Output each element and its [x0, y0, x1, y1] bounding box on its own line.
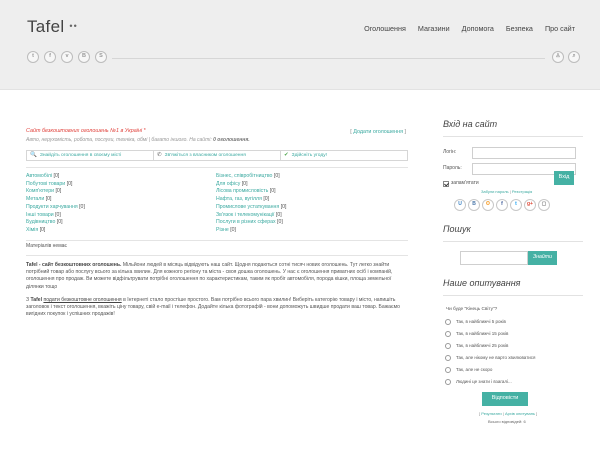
- vk-icon[interactable]: B: [468, 199, 480, 211]
- promo-subline-text: Авто, нерухомість, робота, послуги, техніка, обмі | багато іншого. На сайті:: [26, 136, 214, 143]
- poll-option[interactable]: [443, 319, 583, 326]
- password-label: Пароль:: [443, 165, 462, 172]
- nav-item-about[interactable]: Про сайт: [544, 24, 575, 33]
- user-icon[interactable]: ♙: [552, 51, 564, 63]
- search-title: Пошук: [443, 224, 471, 235]
- poll-radio[interactable]: [445, 331, 451, 337]
- step-label: Зв'яжіться з власником оголошення: [164, 153, 246, 159]
- category-item[interactable]: [216, 196, 406, 204]
- category-item[interactable]: [216, 204, 406, 212]
- brand-name: Tafel: [30, 296, 43, 303]
- post-free-ad-link[interactable]: подати безкоштовне оголошення: [43, 296, 122, 303]
- category-link[interactable]: Інші товари: [26, 211, 54, 218]
- poll-option-label: Людині це знати і взагалі...: [456, 378, 512, 384]
- facebook-icon[interactable]: f: [44, 51, 56, 63]
- category-item[interactable]: [216, 173, 406, 181]
- divider: [443, 136, 583, 137]
- login-input[interactable]: [472, 147, 576, 159]
- howto-paragraph: [26, 297, 408, 319]
- poll-title: Наше опитування: [443, 278, 521, 289]
- category-count: [0]: [274, 211, 282, 218]
- categories-left: [26, 173, 216, 235]
- intro-paragraph: [26, 262, 408, 291]
- poll-radio[interactable]: [445, 319, 451, 325]
- logo-dots: ••: [69, 21, 78, 31]
- category-count: [0]: [52, 173, 60, 180]
- login-block: [443, 118, 583, 211]
- poll-block: [443, 277, 583, 425]
- sep: |: [508, 189, 512, 195]
- main-nav: [364, 24, 575, 34]
- odnoklassniki-icon[interactable]: ʘ: [482, 199, 494, 211]
- nav-item-ads[interactable]: Оголошення: [364, 24, 406, 33]
- auth-links: [443, 189, 583, 195]
- sep: |: [501, 411, 505, 417]
- category-link[interactable]: Продукти харчування: [26, 203, 78, 210]
- poll-option-label: Так, але не скоро: [456, 366, 493, 372]
- poll-option[interactable]: [443, 331, 583, 338]
- step-find[interactable]: [26, 150, 154, 161]
- category-count: [0]: [268, 188, 276, 195]
- poll-total: Всього відповідей: 6: [488, 418, 526, 424]
- poll-question: Чи буде "Кінець Світу"?: [446, 306, 498, 312]
- nav-item-help[interactable]: Допомога: [461, 24, 494, 33]
- login-row: [443, 147, 583, 159]
- category-link[interactable]: Різне: [216, 227, 229, 233]
- nav-item-security[interactable]: Безпека: [505, 24, 533, 33]
- how-it-works-steps: [26, 150, 408, 161]
- poll-option-label: Так, але нікому не варто хвилюватися: [456, 354, 536, 360]
- poll-radio[interactable]: [445, 355, 451, 361]
- category-item[interactable]: [26, 181, 216, 189]
- twitter-icon[interactable]: t: [510, 199, 522, 211]
- login-button[interactable]: Вхід: [554, 171, 574, 185]
- bracket-open: [: [479, 411, 482, 417]
- skype-icon[interactable]: S: [95, 51, 107, 63]
- poll-option[interactable]: [443, 367, 583, 374]
- category-count: [0]: [55, 219, 63, 226]
- category-count: [0]: [272, 173, 280, 180]
- social-login-icons: [443, 199, 583, 211]
- promo-subline: [26, 137, 408, 144]
- vote-button[interactable]: Відповісти: [482, 392, 528, 406]
- intro-bold: Tafel - сайт безкоштовних оголошень.: [26, 261, 122, 268]
- poll-option-label: Так, в найближчі 25 років: [456, 342, 509, 348]
- category-item[interactable]: [216, 227, 406, 235]
- add-ad-link[interactable]: Додати оголошення: [353, 129, 403, 135]
- search-icon: 🔍: [30, 151, 37, 158]
- site-logo[interactable]: [27, 15, 78, 40]
- poll-radio[interactable]: [445, 367, 451, 373]
- poll-option-label: Так, в найближчі 15 років: [456, 330, 509, 336]
- ads-count: 0 оголошення.: [213, 136, 250, 143]
- category-item[interactable]: [26, 196, 216, 204]
- more-icon[interactable]: ▢: [538, 199, 550, 211]
- category-item[interactable]: [26, 173, 216, 181]
- howto-text: в Інтернеті стало простіше простого. Вам потрібно всього пара хвилин! Виберіть категорію товару і місто, напишіть заголовок і текст оголошення, вкажіть ціну товару, свій e-mail і телефон. Додайте кілька фотографій - вони допоможуть швидше продати ваш товар. Бажаємо вигідних покупок і успішних продажів!: [26, 296, 400, 318]
- add-link-bracket-open: [: [350, 129, 354, 135]
- search-block: [443, 223, 583, 265]
- category-item[interactable]: [26, 188, 216, 196]
- vk-icon[interactable]: B: [78, 51, 90, 63]
- poll-option-label: Так, в найближчі 5 років: [456, 318, 506, 324]
- category-link[interactable]: Побутові товари: [26, 180, 66, 187]
- poll-links: [443, 411, 583, 417]
- category-link[interactable]: Будівництво: [26, 219, 56, 226]
- category-count: [0]: [53, 211, 61, 218]
- check-icon: ✔: [284, 151, 289, 158]
- category-link[interactable]: Послуги в різних сферах: [216, 219, 276, 226]
- category-item[interactable]: [216, 212, 406, 220]
- add-link-bracket-close: ]: [403, 129, 406, 135]
- category-count: [0]: [228, 227, 236, 233]
- remember-checkbox[interactable]: [443, 181, 449, 187]
- categories-right: [216, 173, 406, 235]
- categories: [26, 173, 408, 235]
- poll-results-link[interactable]: Результати: [481, 411, 502, 417]
- intro-text: Мільйони людей в місяць відвідують наш сайт. Щодня подаються сотні тисяч нових оголошень. Тут легко знайти потрібний товар або послугу всього за кілька хвилин. Для кожного регіону та міста - своя дошка оголошень. У нас є оголошення приватних осіб і компаній, оголошення про продаж. Ви можете відфільтрувати потрібні оголошення по характеристикам, таким як пробіг автомобіля, порода кішки, площа земельної ділянки тощо: [26, 261, 393, 290]
- category-link[interactable]: Зв'язок і телекомунікації: [216, 211, 275, 218]
- header-social-icons: [27, 51, 107, 63]
- category-count: [0]: [65, 180, 73, 187]
- forgot-password-link[interactable]: Забули пароль: [481, 189, 509, 195]
- category-item[interactable]: [216, 188, 406, 196]
- bracket-close: ]: [535, 411, 538, 417]
- category-count: [0]: [279, 203, 287, 210]
- category-item[interactable]: [26, 204, 216, 212]
- poll-option[interactable]: [443, 343, 583, 350]
- poll-radio[interactable]: [445, 343, 451, 349]
- add-ad-link-wrap: [350, 129, 406, 137]
- category-item[interactable]: [216, 181, 406, 189]
- category-count: [0]: [38, 227, 46, 233]
- category-count: [0]: [44, 196, 52, 203]
- category-item[interactable]: [216, 219, 406, 227]
- category-link[interactable]: Бізнес, співробітництво: [216, 173, 273, 180]
- register-link[interactable]: Реєстрація: [511, 189, 533, 195]
- ulogin-icon[interactable]: U: [454, 199, 466, 211]
- step-contact[interactable]: [154, 150, 281, 161]
- divider: [443, 295, 583, 296]
- category-count: [0]: [77, 203, 85, 210]
- howto-start: З: [26, 296, 31, 303]
- category-item[interactable]: [26, 227, 216, 235]
- sidebar: [443, 118, 583, 425]
- search-icon[interactable]: ⌕: [568, 51, 580, 63]
- category-item[interactable]: [26, 219, 216, 227]
- remember-label: запам'ятати: [451, 180, 479, 187]
- category-count: [0]: [240, 180, 248, 187]
- promo-headline: Сайт безкоштовних оголошень №1 в Україні *: [26, 128, 146, 134]
- search-row: [443, 251, 583, 265]
- category-link[interactable]: Нафта, газ, вугілля: [216, 196, 262, 203]
- logo-text[interactable]: Tafel: [27, 17, 65, 36]
- step-label: Здійсніть угоду!: [291, 153, 328, 159]
- category-item[interactable]: [26, 212, 216, 220]
- divider: [26, 167, 408, 168]
- facebook-icon[interactable]: f: [496, 199, 508, 211]
- main-content: [26, 128, 408, 318]
- category-count: [0]: [54, 188, 62, 195]
- header-divider: [112, 58, 545, 59]
- divider: [443, 241, 583, 242]
- search-button[interactable]: Знайти: [528, 251, 557, 265]
- category-link[interactable]: Лісова промисловість: [216, 188, 269, 195]
- poll-option[interactable]: [443, 379, 583, 386]
- header-right-icons: [552, 51, 580, 63]
- category-link[interactable]: Метали: [26, 196, 45, 203]
- poll-archive-link[interactable]: Архів опитувань: [504, 411, 536, 417]
- category-link[interactable]: Комп'ютери: [26, 188, 55, 195]
- category-link[interactable]: Промислове устаткування: [216, 203, 280, 210]
- divider: [26, 255, 408, 256]
- category-link[interactable]: Хімія: [26, 227, 39, 233]
- login-label: Логін:: [443, 149, 457, 156]
- category-count: [0]: [275, 219, 283, 226]
- poll-option[interactable]: [443, 355, 583, 362]
- category-link[interactable]: Для офісу: [216, 180, 241, 187]
- login-title: Вхід на сайт: [443, 119, 498, 129]
- category-link[interactable]: Автомобілі: [26, 173, 53, 180]
- header: [0, 0, 600, 90]
- category-count: [0]: [261, 196, 270, 203]
- step-deal[interactable]: [281, 150, 408, 161]
- twitter-icon[interactable]: t: [27, 51, 39, 63]
- vimeo-icon[interactable]: v: [61, 51, 73, 63]
- materials-empty: Матеріалів немає: [26, 240, 408, 250]
- google-plus-icon[interactable]: g+: [524, 199, 536, 211]
- poll-radio[interactable]: [445, 379, 451, 385]
- nav-item-shops[interactable]: Магазини: [417, 24, 450, 33]
- phone-icon: ✆: [157, 151, 162, 158]
- step-label: Знайдіть оголошення в своєму місті: [39, 153, 122, 159]
- search-input[interactable]: [460, 251, 528, 265]
